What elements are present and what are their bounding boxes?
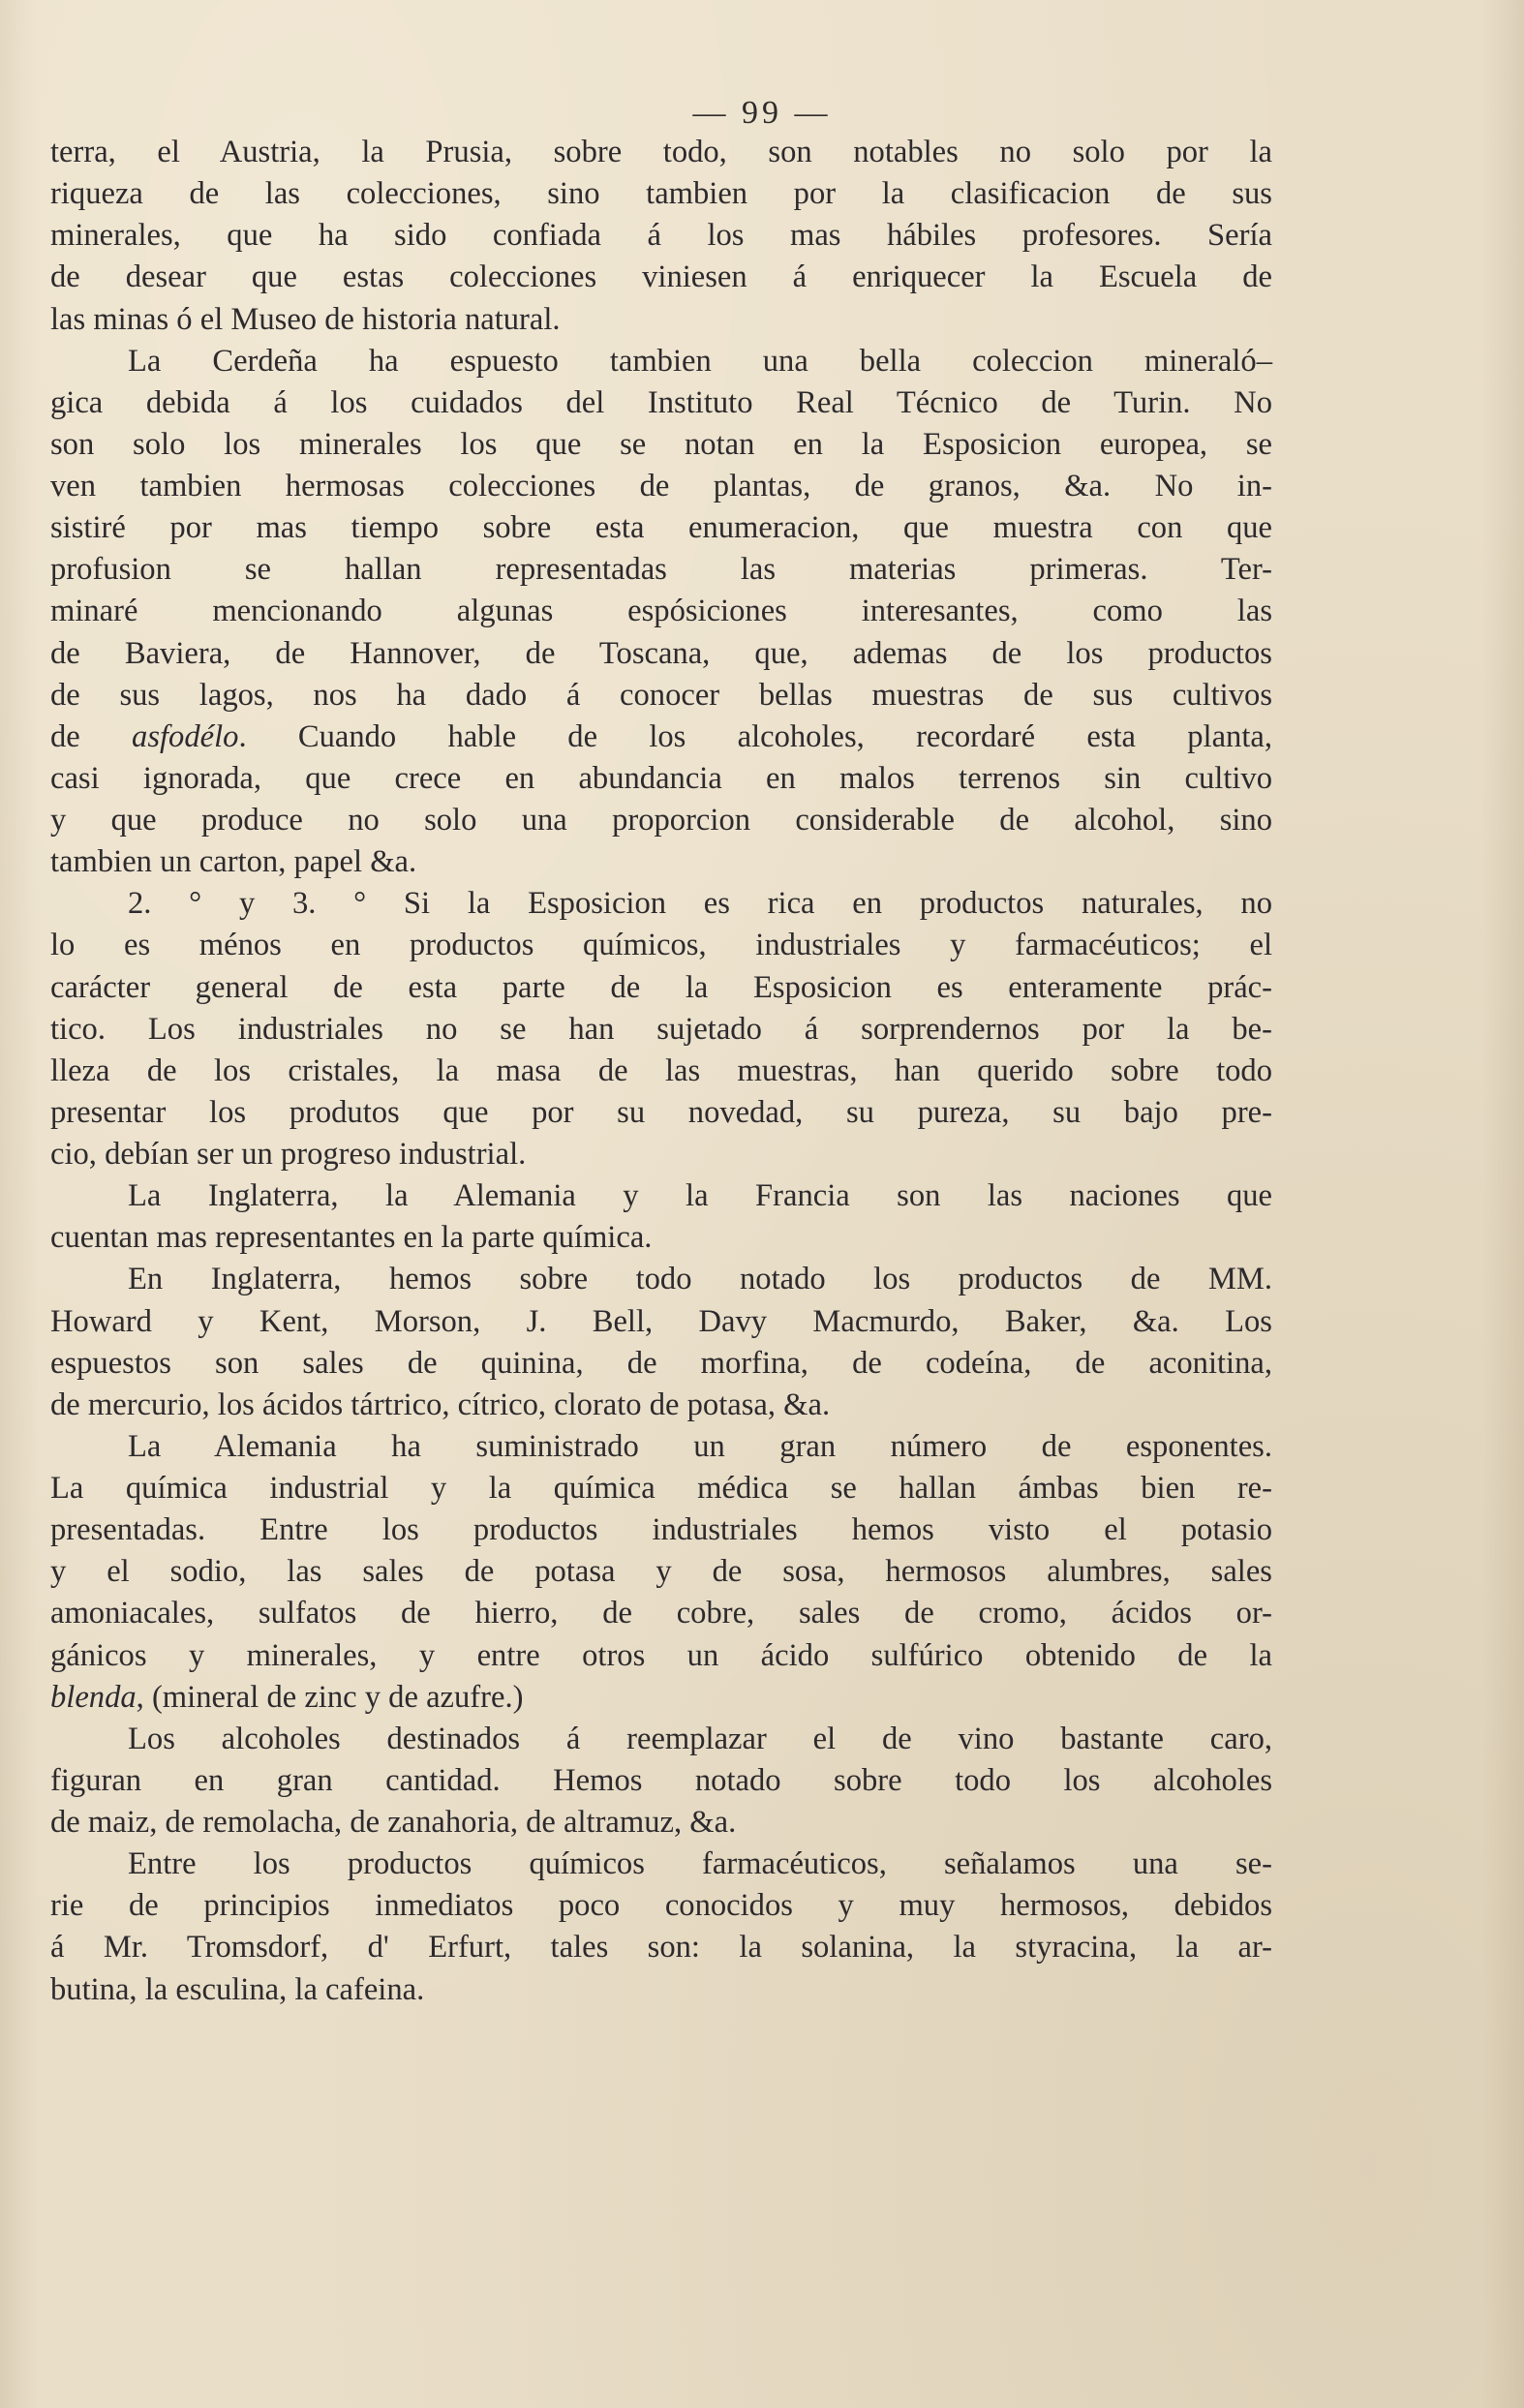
text-line: ven tambien hermosas colecciones de plantas, de granos, &a. No in- <box>50 469 1272 503</box>
text-line: terra, el Austria, la Prusia, sobre todo, son notables no solo por la <box>50 135 1272 169</box>
text-line: En Inglaterra, hemos sobre todo notado los productos de MM. <box>128 1262 1272 1297</box>
text-line: presentadas. Entre los productos industriales hemos visto el potasio <box>50 1512 1272 1548</box>
text-line: y el sodio, las sales de potasa y de sosa, hermosos alumbres, sales <box>50 1554 1272 1590</box>
text-line: blenda, (mineral de zinc y de azufre.) <box>50 1679 524 1715</box>
paragraph <box>50 132 1272 341</box>
text-line: tambien un carton, papel &a. <box>50 844 417 880</box>
text-line: espuestos son sales de quinina, de morfina, de codeína, de aconitina, <box>50 1345 1272 1381</box>
text-line: sistiré por mas tiempo sobre esta enumeracion, que muestra con que <box>50 510 1272 546</box>
text-line: presentar los produtos que por su novedad, su pureza, su bajo pre- <box>50 1094 1272 1130</box>
text-line: La Inglaterra, la Alemania y la Francia son las naciones que <box>128 1178 1272 1214</box>
text-line: minerales, que ha sido confiada á los mas hábiles profesores. Sería <box>50 218 1272 254</box>
page-number-header: — 99 — <box>692 95 832 131</box>
text-line: de asfodélo. Cuando hable de los alcoholes, recordaré esta planta, <box>50 718 1272 754</box>
text-line: Los alcoholes destinados á reemplazar el de vino bastante caro, <box>128 1721 1272 1756</box>
text-line: rie de principios inmediatos poco conocidos y muy hermosos, debidos <box>50 1888 1272 1924</box>
text-line: lo es ménos en productos químicos, industriales y farmacéuticos; el <box>50 928 1272 963</box>
text-line: gánicos y minerales, y entre otros un ácido sulfúrico obtenido de la <box>50 1637 1272 1673</box>
paragraph <box>50 1259 1272 1426</box>
text-line: La Cerdeña ha espuesto tambien una bella coleccion mineraló– <box>128 343 1272 379</box>
text-line: de desear que estas colecciones viniesen á enriquecer la Escuela de <box>50 259 1272 295</box>
paragraph <box>50 883 1272 1175</box>
text-line: minaré mencionando algunas espósiciones interesantes, como las <box>50 594 1272 629</box>
page-body <box>50 132 1272 2011</box>
text-line: profusion se hallan representadas las materias primeras. Ter- <box>50 552 1272 588</box>
text-line: de mercurio, los ácidos tártrico, cítrico, clorato de potasa, &a. <box>50 1387 831 1422</box>
italic-term: asfodélo <box>132 718 239 754</box>
text-line: 2. ° y 3. ° Si la Esposicion es rica en productos naturales, no <box>128 886 1272 922</box>
text-line: gica debida á los cuidados del Instituto Real Técnico de Turin. No <box>50 384 1272 420</box>
text-line: La Alemania ha suministrado un gran número de esponentes. <box>128 1428 1272 1464</box>
paragraph-container <box>50 132 1272 2011</box>
text-line: tico. Los industriales no se han sujetado á sorprendernos por la be- <box>50 1011 1272 1047</box>
text-line: de Baviera, de Hannover, de Toscana, que, ademas de los productos <box>50 635 1272 671</box>
text-line: Howard y Kent, Morson, J. Bell, Davy Macmurdo, Baker, &a. Los <box>50 1303 1272 1339</box>
text-line: de maiz, de remolacha, de zanahoria, de altramuz, &a. <box>50 1805 737 1840</box>
paragraph <box>50 341 1272 884</box>
text-line: de sus lagos, nos ha dado á conocer bellas muestras de sus cultivos <box>50 677 1272 713</box>
paragraph <box>50 1175 1272 1259</box>
text-line: amoniacales, sulfatos de hierro, de cobre, sales de cromo, ácidos or- <box>50 1596 1272 1631</box>
text-line: las minas ó el Museo de historia natural. <box>50 301 561 337</box>
text-line: cuentan mas representantes en la parte química. <box>50 1220 653 1256</box>
text-line: á Mr. Tromsdorf, d' Erfurt, tales son: la solanina, la styracina, la ar- <box>50 1930 1272 1966</box>
text-line: riqueza de las colecciones, sino tambien por la clasificacion de sus <box>50 176 1272 212</box>
text-line: figuran en gran cantidad. Hemos notado sobre todo los alcoholes <box>50 1762 1272 1798</box>
text-line: carácter general de esta parte de la Esposicion es enteramente prác- <box>50 969 1272 1005</box>
text-line: lleza de los cristales, la masa de las muestras, han querido sobre todo <box>50 1052 1272 1088</box>
text-line: Entre los productos químicos farmacéuticos, señalamos una se- <box>128 1846 1272 1882</box>
text-line: butina, la esculina, la cafeina. <box>50 1971 425 2007</box>
text-line: casi ignorada, que crece en abundancia en malos terrenos sin cultivo <box>50 760 1272 796</box>
paragraph <box>50 1719 1272 1844</box>
paragraph <box>50 1426 1272 1719</box>
paragraph <box>50 1844 1272 2011</box>
text-line: cio, debían ser un progreso industrial. <box>50 1137 527 1172</box>
text-line: La química industrial y la química médica se hallan ámbas bien re- <box>50 1471 1272 1506</box>
italic-term: blenda <box>50 1679 137 1715</box>
text-line: y que produce no solo una proporcion considerable de alcohol, sino <box>50 803 1272 838</box>
text-line: son solo los minerales los que se notan en la Esposicion europea, se <box>50 426 1272 462</box>
